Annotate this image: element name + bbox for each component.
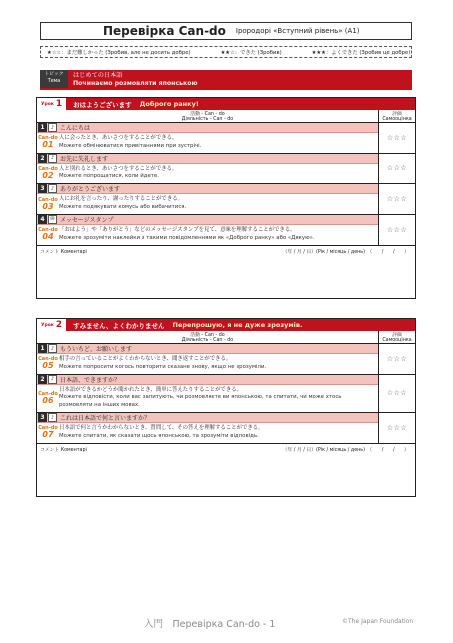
self-rating-stars[interactable]: ☆☆☆ xyxy=(386,423,408,432)
lesson-title-ja: おはようございます xyxy=(73,100,132,109)
cando-column-header xyxy=(37,110,379,122)
topic-badge-ja: トピック xyxy=(44,72,64,78)
score-header-ja: 評価 xyxy=(392,333,402,338)
cando-column-header xyxy=(37,331,379,343)
footer-copyright: ©The Japan Foundation xyxy=(342,618,414,625)
topic-badge-ua: Тема xyxy=(47,79,61,84)
lesson-label: Урок xyxy=(41,101,54,107)
self-rating-stars[interactable]: ☆☆☆ xyxy=(386,225,408,234)
score-header-ua: Самооцінка xyxy=(382,117,412,122)
lesson-number-value: 2 xyxy=(55,320,63,330)
footer-page-label: 入門 Перевірка Can-do - 1 xyxy=(144,619,276,630)
cando-number: 03 xyxy=(42,201,54,211)
topic-banner xyxy=(40,70,412,90)
lesson-header xyxy=(37,98,415,110)
cando-number: 06 xyxy=(42,395,54,405)
cando-header-ua: Діяльність - Can - do xyxy=(181,338,234,343)
column-headers xyxy=(37,331,415,344)
lesson-title-ua: Доброго ранку! xyxy=(139,100,199,108)
score-column-header xyxy=(379,331,415,343)
item-header xyxy=(37,344,378,354)
page-subtitle: Ірородорі «Вступний рівень» (A1) xyxy=(235,27,360,35)
lesson-number xyxy=(37,319,67,331)
item-number: 1 xyxy=(38,123,47,132)
item-text-ja: 相手の言っていることがよくわからないとき、聞き返すことができる。 xyxy=(59,356,232,362)
legend-one-star: ★☆☆：まだ難しかった (Зробив, але не досить добре) xyxy=(47,50,191,56)
rating-legend xyxy=(40,46,412,58)
item-title: これは日本語で何と言いますか？ xyxy=(60,415,151,423)
cando-item xyxy=(37,375,415,413)
date-field: （年 / 月 / 日）(Рік / місяць / день) （ / / ） xyxy=(282,249,409,255)
item-text-ua: Можете попрощатися, коли йдете. xyxy=(59,173,159,180)
cando-header-ua: Діяльність - Can - do xyxy=(181,117,234,122)
self-rating-stars[interactable]: ☆☆☆ xyxy=(386,133,408,142)
lesson-2-table xyxy=(36,318,416,497)
comment-label: コメント Коментарі xyxy=(40,249,87,255)
item-text-ja: 人と別れるとき、あいさつをすることができる。 xyxy=(59,165,178,172)
item-header xyxy=(37,123,378,133)
cando-badge: Can-do 05 xyxy=(38,356,58,371)
speech-icon: ♪ xyxy=(48,344,57,353)
cando-badge: Can-do 06 xyxy=(38,390,58,405)
item-header xyxy=(37,184,378,194)
speech-icon: ♪ xyxy=(48,184,57,193)
page-footer xyxy=(0,612,453,632)
self-rating-stars[interactable]: ☆☆☆ xyxy=(386,164,408,173)
lesson-header xyxy=(37,319,415,331)
cando-item xyxy=(37,184,415,215)
chat-icon: ✉ xyxy=(48,215,57,224)
item-text-ua: Можете спитати, як сказати щось японською, та зрозуміти відповідь. xyxy=(59,432,259,439)
speech-icon: ♪ xyxy=(48,123,57,132)
cando-badge: Can-do 04 xyxy=(38,227,58,242)
item-text-ja: 日本語ができるかどうか聞かれたとき、簡単に答えたりすることができる。 xyxy=(59,386,243,393)
date-field: （年 / 月 / 日）(Рік / місяць / день) （ / / ） xyxy=(282,447,409,453)
cando-badge: Can-do 01 xyxy=(38,135,58,150)
item-text-ja: 人に会ったとき、あいさつをすることができる。 xyxy=(59,135,178,141)
item-text-ua: Можете попросити когось повторити сказане знову, якщо не зрозуміли. xyxy=(59,363,267,370)
cando-item xyxy=(37,413,415,444)
item-text-ua: Можете зрозуміти наклейки з такими повідомленнями як «Доброго ранку» або «Дякую». xyxy=(59,234,315,241)
item-number: 3 xyxy=(38,184,47,193)
item-header xyxy=(37,375,378,385)
item-number: 2 xyxy=(38,375,47,384)
cando-badge: Can-do 02 xyxy=(38,165,58,180)
legend-three-stars: ★★★：よくできた (Зробив це добре) xyxy=(311,50,411,56)
item-header xyxy=(37,215,378,225)
lesson-label: Урок xyxy=(41,322,54,328)
topic-title xyxy=(68,70,412,88)
item-text-ja: 「おはよう」や「ありがとう」などのメッセージスタンプを見て、意味を理解することができる。 xyxy=(59,226,296,233)
cando-item xyxy=(37,215,415,246)
cando-number: 02 xyxy=(42,170,54,180)
page-title: Перевірка Can-do xyxy=(103,24,226,38)
comment-box[interactable] xyxy=(37,246,415,298)
score-column-header xyxy=(379,110,415,122)
cando-header-ja: 活動 - Can - do xyxy=(190,112,225,117)
speech-icon: ♪ xyxy=(48,413,57,422)
lesson-1-table xyxy=(36,97,416,299)
lesson-number xyxy=(37,98,67,110)
topic-title-ua: Починаємо розмовляти японською xyxy=(73,80,198,88)
item-number: 1 xyxy=(38,344,47,353)
lesson-title-ja: すみません、よくわかりません xyxy=(73,321,165,330)
topic-title-ja: はじめての日本語 xyxy=(73,72,123,79)
item-text-ua: Можете подякувати комусь або вибачитися. xyxy=(59,204,187,211)
score-header-ja: 評価 xyxy=(392,112,402,117)
self-rating-stars[interactable]: ☆☆☆ xyxy=(386,195,408,204)
cando-number: 01 xyxy=(42,140,54,150)
speech-icon: ♪ xyxy=(48,154,57,163)
cando-badge: Can-do 07 xyxy=(38,425,58,440)
cando-number: 05 xyxy=(42,361,54,371)
item-title: ありがとうございます xyxy=(60,186,121,194)
item-title: 日本語、できますか？ xyxy=(60,376,121,384)
item-number: 3 xyxy=(38,413,47,422)
item-header xyxy=(37,154,378,164)
cando-item xyxy=(37,154,415,185)
item-title: お先に失礼します xyxy=(60,155,109,163)
lesson-title-ua: Перепрошую, я не дуже зрозумів. xyxy=(172,321,303,329)
cando-badge: Can-do 03 xyxy=(38,196,58,211)
item-text-ja: 人にお礼を言ったり、謝ったりすることができる。 xyxy=(59,196,183,203)
cando-number: 04 xyxy=(42,232,54,242)
comment-label: コメント Коментарі xyxy=(40,447,87,453)
topic-badge xyxy=(40,70,68,88)
item-text-ua: Можете обмінюватися привітаннями при зустрічі. xyxy=(59,142,202,149)
cando-item xyxy=(37,123,415,154)
item-number: 2 xyxy=(38,154,47,163)
column-headers xyxy=(37,110,415,123)
score-header-ua: Самооцінка xyxy=(382,338,412,343)
item-title: もういちど、お願いします xyxy=(60,346,133,353)
cando-number: 07 xyxy=(42,430,54,440)
cando-item xyxy=(37,344,415,375)
speech-icon: ♪ xyxy=(48,375,57,384)
self-rating-stars[interactable]: ☆☆☆ xyxy=(386,354,408,363)
item-title: こんにちは xyxy=(60,125,91,132)
item-text-ua: Можете відповісти, коли вас запитують, чи розмовляєте ви японською, та спитати, чи може хтось розмовляти на інших мовах. xyxy=(59,394,342,409)
item-title: メッセージスタンプ xyxy=(60,216,114,224)
title-box xyxy=(40,22,412,40)
item-header xyxy=(37,413,378,423)
legend-two-stars: ★★☆：できた (Зробив) xyxy=(220,50,282,56)
lesson-number-value: 1 xyxy=(55,99,63,109)
item-text-ja: 日本語で何と言うかわからないとき、質問して、その答えを理解することができる。 xyxy=(59,425,264,432)
self-rating-stars[interactable]: ☆☆☆ xyxy=(386,389,408,398)
item-number: 4 xyxy=(38,215,47,224)
cando-header-ja: 活動 - Can - do xyxy=(190,333,225,338)
comment-box[interactable] xyxy=(37,444,415,496)
